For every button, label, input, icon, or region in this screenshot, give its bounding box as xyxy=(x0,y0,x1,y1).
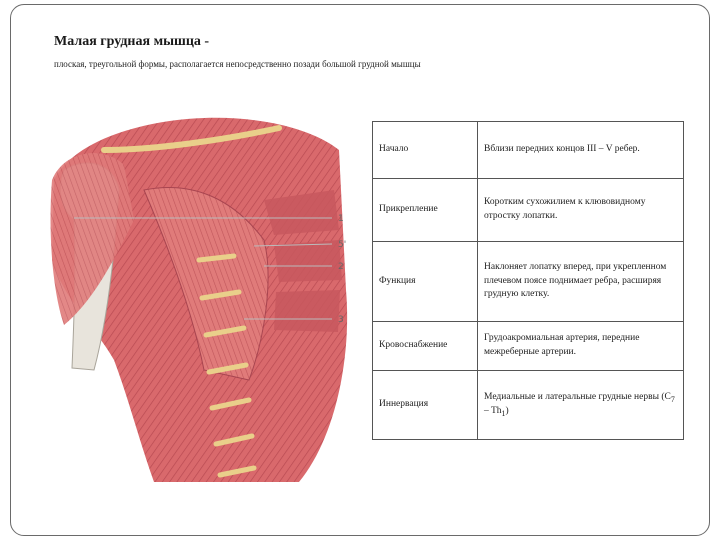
figure-label-3: 3 xyxy=(338,315,344,325)
figure-label-1: 1 xyxy=(338,214,344,224)
slide-subtitle: плоская, треугольной формы, располагается непосредственно позади большой грудной мышцы xyxy=(54,59,421,69)
muscle-properties-table xyxy=(372,121,684,440)
row-key: Начало xyxy=(373,122,478,179)
table-row xyxy=(373,322,684,371)
row-key: Функция xyxy=(373,242,478,322)
row-value: Грудоакромиальная артерия, передние межреберные артерии. xyxy=(478,322,684,371)
table-row xyxy=(373,242,684,322)
row-key: Кровоснабжение xyxy=(373,322,478,371)
slide-title: Малая грудная мышца - xyxy=(54,34,210,49)
table-row xyxy=(373,179,684,242)
row-key: Иннервация xyxy=(373,371,478,440)
row-key: Прикрепление xyxy=(373,179,478,242)
anatomy-illustration xyxy=(34,110,364,490)
figure-label-5: 5' xyxy=(338,240,347,250)
table-row xyxy=(373,122,684,179)
row-value: Медиальные и латеральные грудные нервы $(C_7 - Th_1)$ xyxy=(478,371,684,440)
row-value: Коротким сухожилием к клювовидному отростку лопатки. xyxy=(478,179,684,242)
table-row xyxy=(373,371,684,440)
row-value: Наклоняет лопатку вперед, при укрепленном плечевом поясе поднимает ребра, расширяя грудную клетку. xyxy=(478,242,684,322)
row-value: Вблизи передних концов III – V ребер. xyxy=(478,122,684,179)
figure-label-2: 2 xyxy=(338,262,344,272)
